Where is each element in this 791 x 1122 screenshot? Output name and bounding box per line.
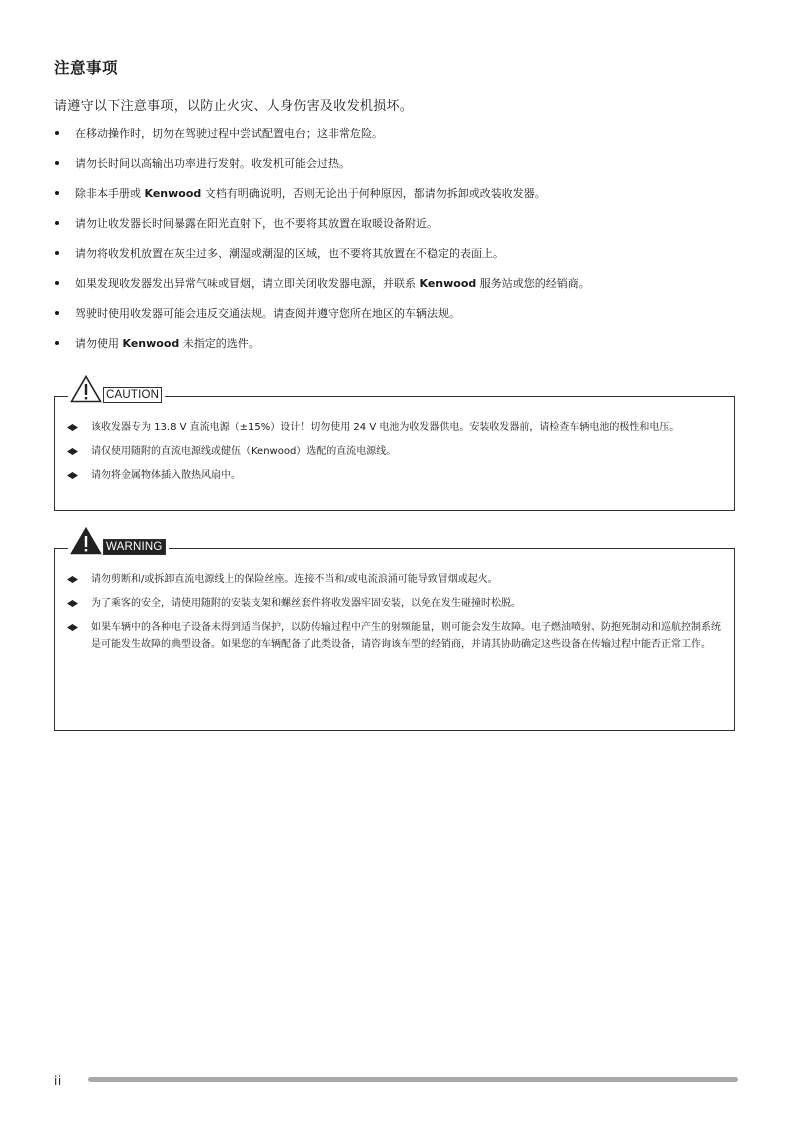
list-item: 请勿长时间以高输出功率进行发射。收发机可能会过热。 [54,156,590,186]
diamond-bullet-icon [67,424,78,431]
caution-list [64,419,722,491]
caution-label: CAUTION [103,387,162,403]
intro-text: 请遵守以下注意事项，以防止火灾、人身伤害及收发机损坏。 [54,99,414,114]
footer-rule [88,1077,738,1082]
page-title: 注意事项 [54,59,119,77]
caution-box [54,389,735,511]
list-item: 该收发器专为 13.8 V 直流电源（±15%）设计！切勿使用 24 V 电池为收发器供电。安装收发器前，请检查车辆电池的极性和电压。 [64,419,722,436]
list-item: 在移动操作时，切勿在驾驶过程中尝试配置电台；这非常危险。 [54,126,590,156]
list-item: 请勿让收发器长时间暴露在阳光直射下，也不要将其放置在取暖设备附近。 [54,216,590,246]
diamond-bullet-icon [67,448,78,455]
list-item: 请勿剪断和/或拆卸直流电源线上的保险丝座。连接不当和/或电流浪涌可能导致冒烟或起火。 [64,571,722,588]
warning-box [54,541,735,731]
list-item: 请勿使用 Kenwood 未指定的选件。 [54,336,590,366]
warning-list [64,571,722,660]
page-number: ii [54,1074,62,1088]
list-item: 如果车辆中的各种电子设备未得到适当保护，以防传输过程中产生的射频能量，则可能会发生故障。电子燃油喷射、防抱死制动和巡航控制系统是可能发生故障的典型设备。如果您的车辆配备了此类设备，请咨询该车型的经销商，并请其协助确定这些设备在传输过程中能否正常工作。 [64,619,722,653]
list-item: 请勿将金属物体插入散热风扇中。 [64,467,722,484]
precaution-list [54,126,590,366]
list-item: 请勿将收发机放置在灰尘过多、潮湿或潮湿的区域，也不要将其放置在不稳定的表面上。 [54,246,590,276]
caution-triangle-icon [70,375,102,403]
caution-badge [68,379,165,403]
list-item: 如果发现收发器发出异常气味或冒烟，请立即关闭收发器电源，并联系 Kenwood 服务站或您的经销商。 [54,276,590,306]
list-item: 请仅使用随附的直流电源线或健伍（Kenwood）选配的直流电源线。 [64,443,722,460]
diamond-bullet-icon [67,576,78,583]
list-item: 驾驶时使用收发器可能会违反交通法规。请查阅并遵守您所在地区的车辆法规。 [54,306,590,336]
diamond-bullet-icon [67,472,78,479]
diamond-bullet-icon [67,624,78,631]
diamond-bullet-icon [67,600,78,607]
list-item: 为了乘客的安全，请使用随附的安装支架和螺丝套件将收发器牢固安装，以免在发生碰撞时松脱。 [64,595,722,612]
warning-badge [68,531,169,555]
list-item: 除非本手册或 Kenwood 文档有明确说明，否则无论出于何种原因，都请勿拆卸或改装收发器。 [54,186,590,216]
warning-label: WARNING [103,539,166,555]
warning-triangle-icon [70,527,102,555]
